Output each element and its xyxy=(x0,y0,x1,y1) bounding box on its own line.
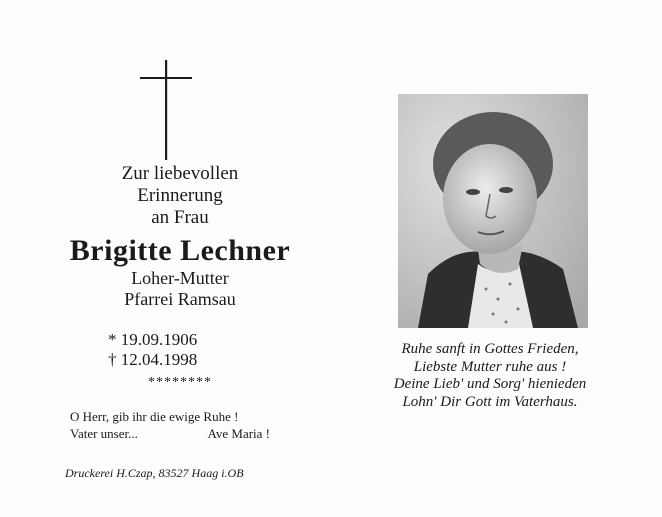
prayer-line: O Herr, gib ihr die ewige Ruhe ! xyxy=(70,409,239,424)
verse-line: Deine Lieb' und Sorg' hienieden xyxy=(393,376,587,392)
printer-credit: Druckerei H.Czap, 83527 Haag i.OB xyxy=(65,466,244,480)
intro-line: Zur liebevollen xyxy=(121,163,239,184)
intro-line: Erinnerung xyxy=(137,185,223,206)
death-date: † 12.04.1998 xyxy=(108,350,198,369)
verse-line: Ruhe sanft in Gottes Frieden, xyxy=(401,341,579,357)
portrait-photo xyxy=(398,94,588,328)
intro-line: an Frau xyxy=(151,207,209,228)
star-divider: ******** xyxy=(148,375,212,390)
prayer xyxy=(70,408,270,442)
life-dates xyxy=(108,330,197,370)
intro-text xyxy=(30,163,330,229)
prayer-vater-unser: Vater unser... xyxy=(70,426,138,441)
cross-icon xyxy=(140,60,192,160)
prayer-ave-maria: Ave Maria ! xyxy=(207,426,270,441)
birth-date: * 19.09.1906 xyxy=(108,330,198,349)
portrait-icon xyxy=(398,94,588,328)
verse-line: Lohn' Dir Gott im Vaterhaus. xyxy=(402,393,578,410)
subtitle xyxy=(30,268,330,310)
subtitle-line: Pfarrei Ramsau xyxy=(124,289,236,309)
deceased-name: Brigitte Lechner xyxy=(69,234,291,267)
verse-line: Liebste Mutter ruhe aus ! xyxy=(413,358,567,375)
subtitle-line: Loher-Mutter xyxy=(131,268,229,288)
memorial-verse xyxy=(360,341,620,411)
